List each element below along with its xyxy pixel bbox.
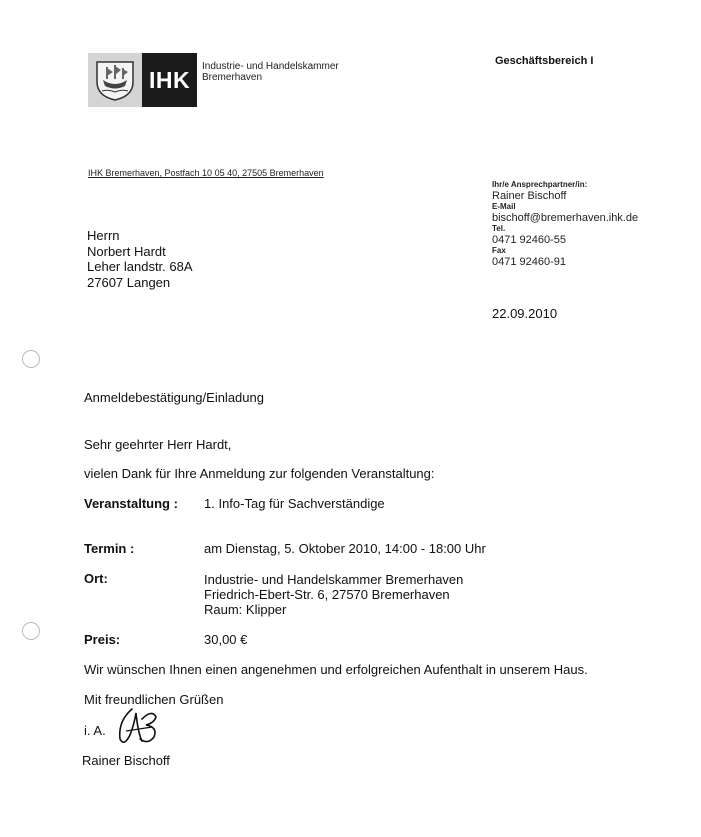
location-line3: Raum: Klipper: [204, 602, 287, 617]
on-behalf-marker: i. A.: [84, 723, 106, 738]
email-label: E-Mail: [492, 202, 516, 211]
contact-block: [492, 180, 638, 268]
organization-name-line2: Bremerhaven: [202, 72, 263, 83]
date-value: am Dienstag, 5. Oktober 2010, 14:00 - 18:00 Uhr: [204, 541, 486, 556]
tel-label: Tel.: [492, 224, 506, 233]
recipient-salutation: Herrn: [87, 228, 120, 243]
location-label: Ort:: [84, 571, 108, 586]
city-crest-icon: [93, 58, 137, 102]
ihk-logo: IHK: [142, 53, 197, 107]
sender-return-address: IHK Bremerhaven, Postfach 10 05 40, 27505 Bremerhaven: [88, 168, 324, 178]
price-label: Preis:: [84, 632, 121, 647]
location-value: [204, 572, 463, 617]
organization-name-line1: Industrie- und Handelskammer: [202, 61, 339, 72]
tel-value: 0471 92460-55: [492, 234, 567, 246]
location-line2: Friedrich-Ebert-Str. 6, 27570 Bremerhaven: [204, 587, 450, 602]
punch-hole-icon: [22, 350, 40, 368]
event-value: 1. Info-Tag für Sachverständige: [204, 496, 385, 511]
letter-salutation: Sehr geehrter Herr Hardt,: [84, 437, 232, 452]
recipient-address: [87, 228, 193, 290]
event-label: Veranstaltung :: [84, 496, 178, 511]
recipient-city: 27607 Langen: [87, 274, 171, 290]
punch-hole-icon: [22, 622, 40, 640]
date-label: Termin :: [84, 541, 135, 556]
recipient-street: Leher landstr. 68A: [87, 259, 193, 274]
contact-heading: Ihr/e Ansprechpartner/in:: [492, 180, 588, 189]
signature-icon: [112, 703, 164, 747]
closing-sentence: Wir wünschen Ihnen einen angenehmen und erfolgreichen Aufenthalt in unserem Haus.: [84, 662, 588, 677]
letter-subject: Anmeldebestätigung/Einladung: [84, 390, 264, 405]
organization-name: [202, 61, 339, 83]
email-value[interactable]: bischoff@bremerhaven.ihk.de: [492, 212, 639, 224]
recipient-name: Norbert Hardt: [87, 243, 166, 259]
contact-name: Rainer Bischoff: [492, 190, 567, 202]
greeting: Mit freundlichen Grüßen: [84, 692, 224, 707]
fax-label: Fax: [492, 246, 506, 255]
intro-sentence: vielen Dank für Ihre Anmeldung zur folgenden Veranstaltung:: [84, 466, 435, 481]
signer-name: Rainer Bischoff: [82, 753, 170, 768]
letter-date: 22.09.2010: [492, 306, 558, 321]
division-title: Geschäftsbereich I: [495, 55, 594, 67]
location-line1: Industrie- und Handelskammer Bremerhaven: [204, 572, 464, 587]
price-value: 30,00 €: [204, 632, 248, 647]
fax-value: 0471 92460-91: [492, 256, 567, 268]
